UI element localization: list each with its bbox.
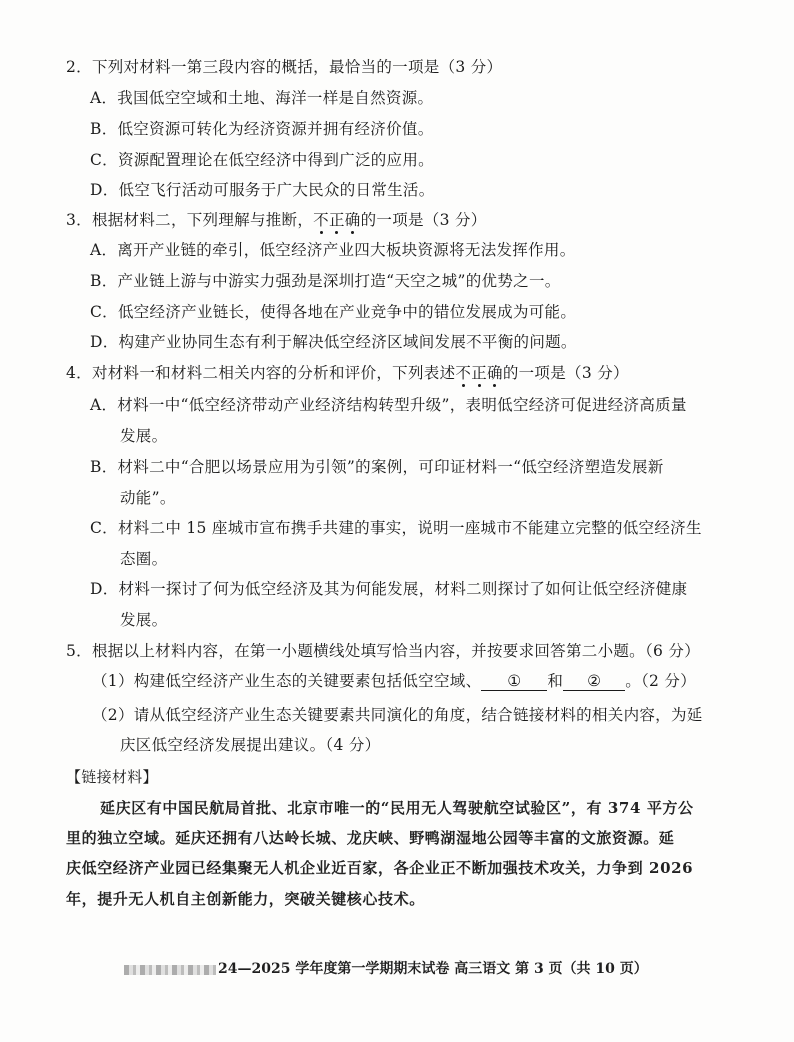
question-3-stem-end: 的一项是（3 分） (360, 211, 487, 229)
question-4-option-a-line1: A．材料一中“低空经济带动产业经济结构转型升级”，表明低空经济可促进经济高质量 (90, 396, 687, 414)
emphasis-char: 确 (487, 364, 503, 382)
question-2-stem: 2．下列对材料一第三段内容的概括，最恰当的一项是（3 分） (66, 58, 503, 76)
answer-blank-2[interactable]: ② (563, 672, 625, 691)
question-4-option-d-line1: D．材料一探讨了何为低空经济及其为何能发展，材料二则探讨了如何让低空经济健康 (90, 580, 688, 598)
question-4-stem (66, 363, 629, 383)
question-5-sub-1-start: （1）构建低空经济产业生态的关键要素包括低空空域、 (92, 672, 482, 690)
question-4-stem-end: 的一项是（3 分） (502, 364, 629, 382)
emphasis-char: 确 (344, 211, 361, 229)
question-5-stem: 5．根据以上材料内容，在第一小题横线处填写恰当内容，并按要求回答第二小题。（6 分） (66, 642, 701, 660)
question-4-option-a-line2: 发展。 (120, 427, 168, 445)
question-4-option-c-line2: 态圈。 (120, 550, 168, 568)
question-3-option-d: D．构建产业协同生态有利于解决低空经济区域间发展不平衡的问题。 (90, 333, 577, 351)
question-5-sub-1 (92, 671, 696, 691)
emphasis-char: 不 (455, 364, 472, 382)
emphasis-char: 正 (328, 211, 345, 229)
question-2-option-a: A．我国低空空域和土地、海洋一样是自然资源。 (90, 89, 434, 107)
question-5-sub-1-end: 。（2 分） (625, 672, 697, 690)
question-5-sub-2-line2: 庆区低空经济发展提出建议。（4 分） (120, 736, 381, 754)
question-3-stem-start: 3．根据材料二，下列理解与推断， (66, 211, 314, 229)
emphasis-char: 不 (313, 211, 329, 229)
question-2-option-b: B．低空资源可转化为经济资源并拥有经济价值。 (90, 120, 434, 138)
link-material-line-2: 里的独立空域。延庆还拥有八达岭长城、龙庆峡、野鸭湖湿地公园等丰富的文旅资源。延 (66, 829, 675, 847)
link-material-line-3: 庆低空经济产业园已经集聚无人机企业近百家，各企业正不断加强技术攻关，力争到 2026 (66, 859, 694, 877)
link-material-line-4: 年，提升无人机自主创新能力，突破关键核心技术。 (66, 890, 425, 908)
question-4-option-c-line1: C．材料二中 15 座城市宣布携手共建的事实，说明一座城市不能建立完整的低空经济生 (90, 519, 702, 537)
emphasis-char: 正 (471, 364, 487, 382)
question-2-option-c: C．资源配置理论在低空经济中得到广泛的应用。 (90, 151, 434, 169)
link-material-line-1: 延庆区有中国民航局首批、北京市唯一的“民用无人驾驶航空试验区”，有 374 平方公 (100, 799, 694, 817)
question-2-option-d: D．低空飞行活动可服务于广大民众的日常生活。 (90, 181, 435, 199)
question-3-option-c: C．低空经济产业链长，使得各地在产业竞争中的错位发展成为可能。 (90, 303, 577, 321)
question-3-option-b: B．产业链上游与中游实力强劲是深圳打造“天空之城”的优势之一。 (90, 272, 561, 290)
question-3-option-a: A．离开产业链的牵引，低空经济产业四大板块资源将无法发挥作用。 (90, 241, 576, 259)
scan-smudge (124, 965, 216, 975)
question-3-stem (66, 210, 487, 230)
question-4-stem-start: 4．对材料一和材料二相关内容的分析和评价，下列表述 (66, 364, 456, 382)
question-5-sub-1-mid: 和 (547, 672, 564, 690)
answer-blank-1[interactable]: ① (481, 672, 547, 691)
question-4-option-d-line2: 发展。 (120, 611, 168, 629)
page-footer: 24—2025 学年度第一学期期末试卷 高三语文 第 3 页（共 10 页） (218, 961, 648, 977)
question-4-option-b-line1: B．材料二中“合肥以场景应用为引领”的案例，可印证材料一“低空经济塑造发展新 (90, 458, 664, 476)
link-material-heading: 【链接材料】 (66, 768, 158, 786)
question-4-option-b-line2: 动能”。 (120, 489, 176, 507)
question-5-sub-2-line1: （2）请从低空经济产业生态关键要素共同演化的角度，结合链接材料的相关内容，为延 (92, 706, 703, 724)
